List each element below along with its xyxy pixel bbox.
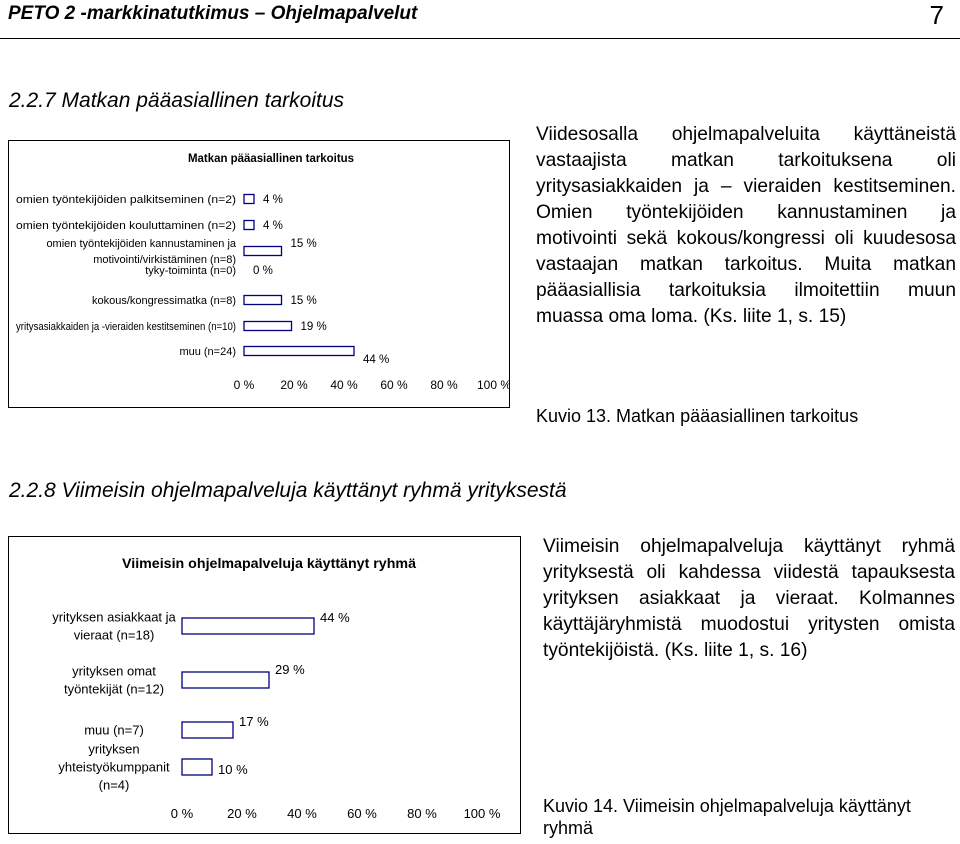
data-label: 29 % [275,662,305,677]
section-heading-2-2-8: 2.2.8 Viimeisin ohjelmapalveluja käyttänyt ryhmä yrityksestä [9,479,567,502]
category-label: tyky-toiminta (n=0) [145,264,236,277]
x-tick-label: 80 % [430,378,458,392]
category-label: motivointi/virkistäminen (n=8) [93,253,236,266]
category-label: muu (n=7) [84,722,144,738]
chart-title: Matkan pääasiallinen tarkoitus [188,153,354,165]
chart-title: Viimeisin ohjelmapalveluja käyttänyt ryhmä [122,556,417,571]
data-label: 19 % [300,321,327,333]
category-label: työntekijät (n=12) [63,681,165,697]
category-label: yrityksen [88,741,140,757]
x-tick-label: 40 % [330,378,358,392]
data-label: 10 % [218,762,248,777]
page-number: 7 [929,0,944,30]
x-tick-label: 20 % [280,378,308,392]
category-label: yrityksen omat [72,663,156,679]
figure-13-caption: Kuvio 13. Matkan pääasiallinen tarkoitus [536,406,859,426]
x-tick-label: 80 % [407,806,437,821]
chart-purpose [8,140,510,408]
data-label: 44 % [320,610,350,625]
x-tick-label: 60 % [347,806,377,821]
data-label: 44 % [363,354,390,366]
x-tick-label: 100 % [476,378,509,392]
bar [244,221,254,230]
x-tick-label: 0 % [233,378,255,392]
bar [182,618,314,634]
bar [244,347,354,356]
data-label: 0 % [253,265,273,277]
x-tick-label: 100 % [463,806,501,821]
category-label: omien työntekijöiden kannustaminen ja [46,237,236,250]
x-tick-label: 60 % [380,378,408,392]
header-divider [0,38,960,39]
bar [244,247,282,256]
category-label: vieraat (n=18) [73,627,155,643]
category-label: yritysasiakkaiden ja -vieraiden kestitseminen (n=10) [16,320,236,333]
category-label: omien työntekijöiden palkitseminen (n=2) [16,193,236,206]
category-label: omien työntekijöiden kouluttaminen (n=2) [16,219,236,232]
data-label: 17 % [239,714,269,729]
category-label: yrityksen asiakkaat ja [52,609,176,625]
chart-purpose-svg [9,141,509,407]
bar [182,672,269,688]
category-label: yhteistyökumppanit [58,759,170,775]
x-tick-label: 0 % [170,806,194,821]
chart-group-svg [9,537,520,833]
section1-paragraph: Viidesosalla ohjelmapalveluita käyttäneistä vastaajista matkan tarkoituksena oli yritysasiakkaiden ja – vieraiden kestitseminen. Omien työntekijöiden kannustaminen ja motivointi sekä kokous/kongressi oli kuudesosa vastaajan matkan tarkoitus. Muita matkan pääasiallisia tarkoituksia ilmoitettiin muun muassa oma loma. (Ks. liite 1, s. 15) [536,124,956,327]
data-label: 4 % [263,220,283,232]
figure-14-caption: Kuvio 14. Viimeisin ohjelmapalveluja käyttänyt ryhmä [543,796,911,838]
category-label: kokous/kongressimatka (n=8) [92,294,236,307]
section2-paragraph: Viimeisin ohjelmapalveluja käyttänyt ryhmä yrityksestä oli kahdessa viidestä tapauksesta yrityksen asiakkaat ja vieraat. Kolmannes käyttäjäryhmistä muodostui yritysten omista työntekijöistä. (Ks. liite 1, s. 16) [543,536,955,661]
bar [182,722,233,738]
document-title: PETO 2 -markkinatutkimus – Ohjelmapalvelut [8,3,418,24]
x-tick-label: 20 % [227,806,257,821]
data-label: 4 % [263,194,283,206]
data-label: 15 % [290,295,317,307]
bar [244,322,292,331]
section-heading-2-2-7: 2.2.7 Matkan pääasiallinen tarkoitus [9,89,345,112]
chart-group [8,536,521,834]
bar [244,195,254,204]
bar [244,296,282,305]
category-label: muu (n=24) [179,345,236,358]
data-label: 15 % [290,238,317,250]
bar [182,759,212,775]
category-label: (n=4) [98,777,130,793]
x-tick-label: 40 % [287,806,317,821]
page-header [0,0,960,38]
